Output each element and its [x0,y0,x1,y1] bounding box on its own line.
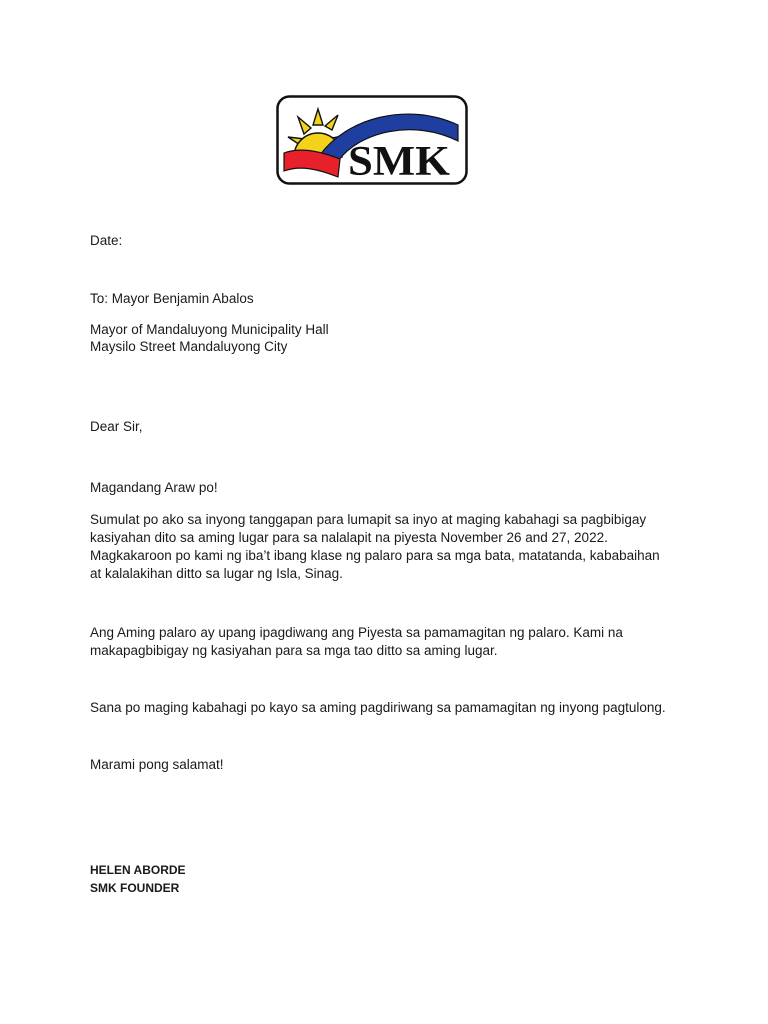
address-line-1: Mayor of Mandaluyong Municipality Hall [90,322,329,337]
address-line-2: Maysilo Street Mandaluyong City [90,339,288,354]
paragraph-2 [90,624,690,660]
paragraph-line: at kalalakihan ditto sa lugar ng Isla, Sinag. [90,566,343,581]
greeting: Magandang Araw po! [90,480,218,495]
smk-logo [276,95,468,185]
paragraph-1 [90,511,690,583]
signature-name: HELEN ABORDE [90,863,186,877]
paragraph-line: makapagbibigay ng kasiyahan para sa mga tao ditto sa aming lugar. [90,643,498,658]
paragraph-line: Sumulat po ako sa inyong tanggapan para lumapit sa inyo at maging kabahagi sa pagbibigay [90,512,647,527]
closing: Marami pong salamat! [90,757,224,772]
paragraph-line: Magkakaroon po kami ng iba’t ibang klase ng palaro para sa mga bata, matatanda, kababaihan [90,548,660,563]
date-label: Date: [90,233,123,248]
smk-logo-graphic [276,95,468,185]
logo-text: SMK [348,139,451,185]
salutation: Dear Sir, [90,419,143,434]
paragraph-line: kasiyahan dito sa aming lugar para sa nalalapit na piyesta November 26 and 27, 2022. [90,530,608,545]
paragraph-3: Sana po maging kabahagi po kayo sa aming pagdiriwang sa pamamagitan ng inyong pagtulong. [90,700,666,715]
paragraph-line: Ang Aming palaro ay upang ipagdiwang ang Piyesta sa pamamagitan ng palaro. Kami na [90,625,623,640]
signature-title: SMK FOUNDER [90,881,180,895]
recipient-line: To: Mayor Benjamin Abalos [90,291,254,306]
